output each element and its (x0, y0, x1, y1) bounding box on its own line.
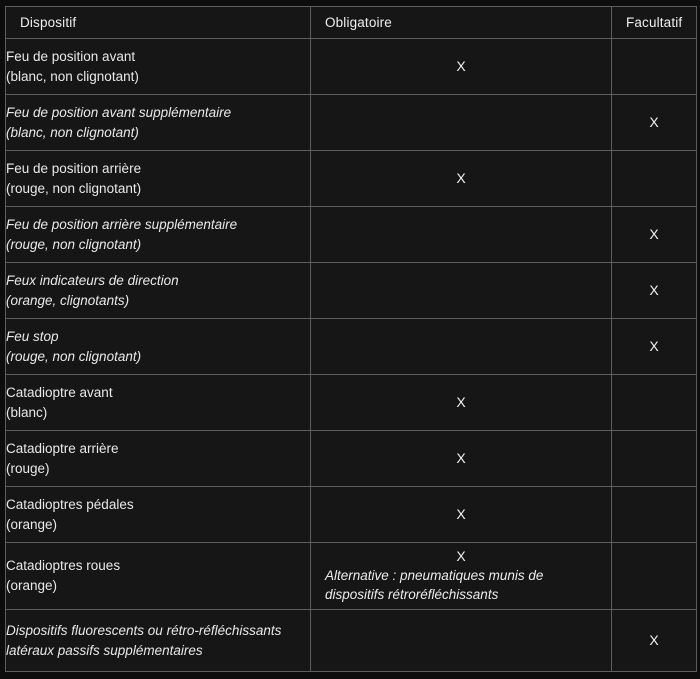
equipment-requirements-table (5, 6, 697, 672)
device-cell (6, 319, 311, 375)
device-name: Feu de position arrière (6, 160, 142, 176)
optional-mark: X (649, 282, 659, 299)
mandatory-cell (311, 375, 612, 431)
device-name: Catadioptres roues (6, 558, 121, 574)
optional-cell (612, 95, 697, 151)
optional-cell (612, 39, 697, 95)
mandatory-mark: X (456, 58, 466, 75)
device-cell (6, 95, 311, 151)
mandatory-cell (311, 95, 612, 151)
optional-mark: X (649, 114, 659, 131)
optional-mark: X (649, 632, 659, 649)
table-row (6, 263, 697, 319)
table-row (6, 487, 697, 543)
device-name: Catadioptres pédales (6, 496, 134, 512)
device-cell (6, 610, 311, 672)
device-cell (6, 431, 311, 487)
optional-cell (612, 319, 697, 375)
table-row (6, 543, 697, 610)
mandatory-mark: X (456, 548, 466, 565)
optional-cell (612, 375, 697, 431)
mandatory-mark: X (456, 506, 466, 523)
mandatory-cell (311, 151, 612, 207)
device-name: Catadioptre arrière (6, 440, 119, 456)
optional-cell (612, 207, 697, 263)
device-detail: (orange) (6, 516, 58, 532)
device-cell (6, 207, 311, 263)
mandatory-mark: X (456, 394, 466, 411)
device-detail: (rouge, non clignotant) (6, 180, 142, 196)
optional-cell (612, 151, 697, 207)
device-detail: (blanc, non clignotant) (6, 68, 139, 84)
mandatory-cell (311, 543, 612, 610)
table-row (6, 431, 697, 487)
mandatory-cell (311, 263, 612, 319)
table-row (6, 375, 697, 431)
mandatory-cell (311, 39, 612, 95)
column-header-mandatory: Obligatoire (311, 7, 612, 39)
device-name: Feu de position avant (6, 48, 136, 64)
optional-mark: X (649, 226, 659, 243)
device-name: Feu de position avant supplémentaire (6, 104, 232, 120)
mandatory-cell (311, 431, 612, 487)
mandatory-mark: X (456, 450, 466, 467)
table-row (6, 207, 697, 263)
device-cell (6, 375, 311, 431)
device-detail: (blanc) (6, 404, 48, 420)
device-detail: (rouge, non clignotant) (6, 236, 142, 252)
device-cell (6, 263, 311, 319)
mandatory-cell (311, 207, 612, 263)
table-row (6, 319, 697, 375)
column-header-optional: Facultatif (612, 7, 697, 39)
optional-cell (612, 431, 697, 487)
alternative-note: Alternative : pneumatiques munis de dispositifs rétroréfléchissants (325, 567, 544, 603)
device-cell (6, 39, 311, 95)
device-cell (6, 487, 311, 543)
table-body (6, 39, 697, 672)
device-detail: (blanc, non clignotant) (6, 124, 139, 140)
device-name: Feux indicateurs de direction (6, 272, 179, 288)
table-row (6, 39, 697, 95)
mandatory-mark: X (456, 170, 466, 187)
device-cell (6, 151, 311, 207)
table-row (6, 610, 697, 672)
device-detail: (orange, clignotants) (6, 292, 130, 308)
device-name: Feu de position arrière supplémentaire (6, 216, 238, 232)
equipment-table-container (5, 6, 696, 672)
device-name: Dispositifs fluorescents ou rétro-réfléchissants (6, 622, 282, 638)
device-name: Catadioptre avant (6, 384, 113, 400)
table-row (6, 95, 697, 151)
device-detail: (orange) (6, 578, 58, 593)
device-name: Feu stop (6, 328, 59, 344)
optional-mark: X (649, 338, 659, 355)
table-header-row (6, 7, 697, 39)
mandatory-cell (311, 610, 612, 672)
table-header (6, 7, 697, 39)
optional-cell (612, 263, 697, 319)
optional-cell (612, 487, 697, 543)
column-header-device: Dispositif (6, 7, 311, 39)
optional-cell (612, 610, 697, 672)
device-detail: (rouge) (6, 460, 50, 476)
mandatory-cell (311, 319, 612, 375)
table-row (6, 151, 697, 207)
device-cell (6, 543, 311, 610)
mandatory-cell (311, 487, 612, 543)
device-detail: (rouge, non clignotant) (6, 348, 142, 364)
optional-cell (612, 543, 697, 610)
device-detail: latéraux passifs supplémentaires (6, 642, 203, 658)
